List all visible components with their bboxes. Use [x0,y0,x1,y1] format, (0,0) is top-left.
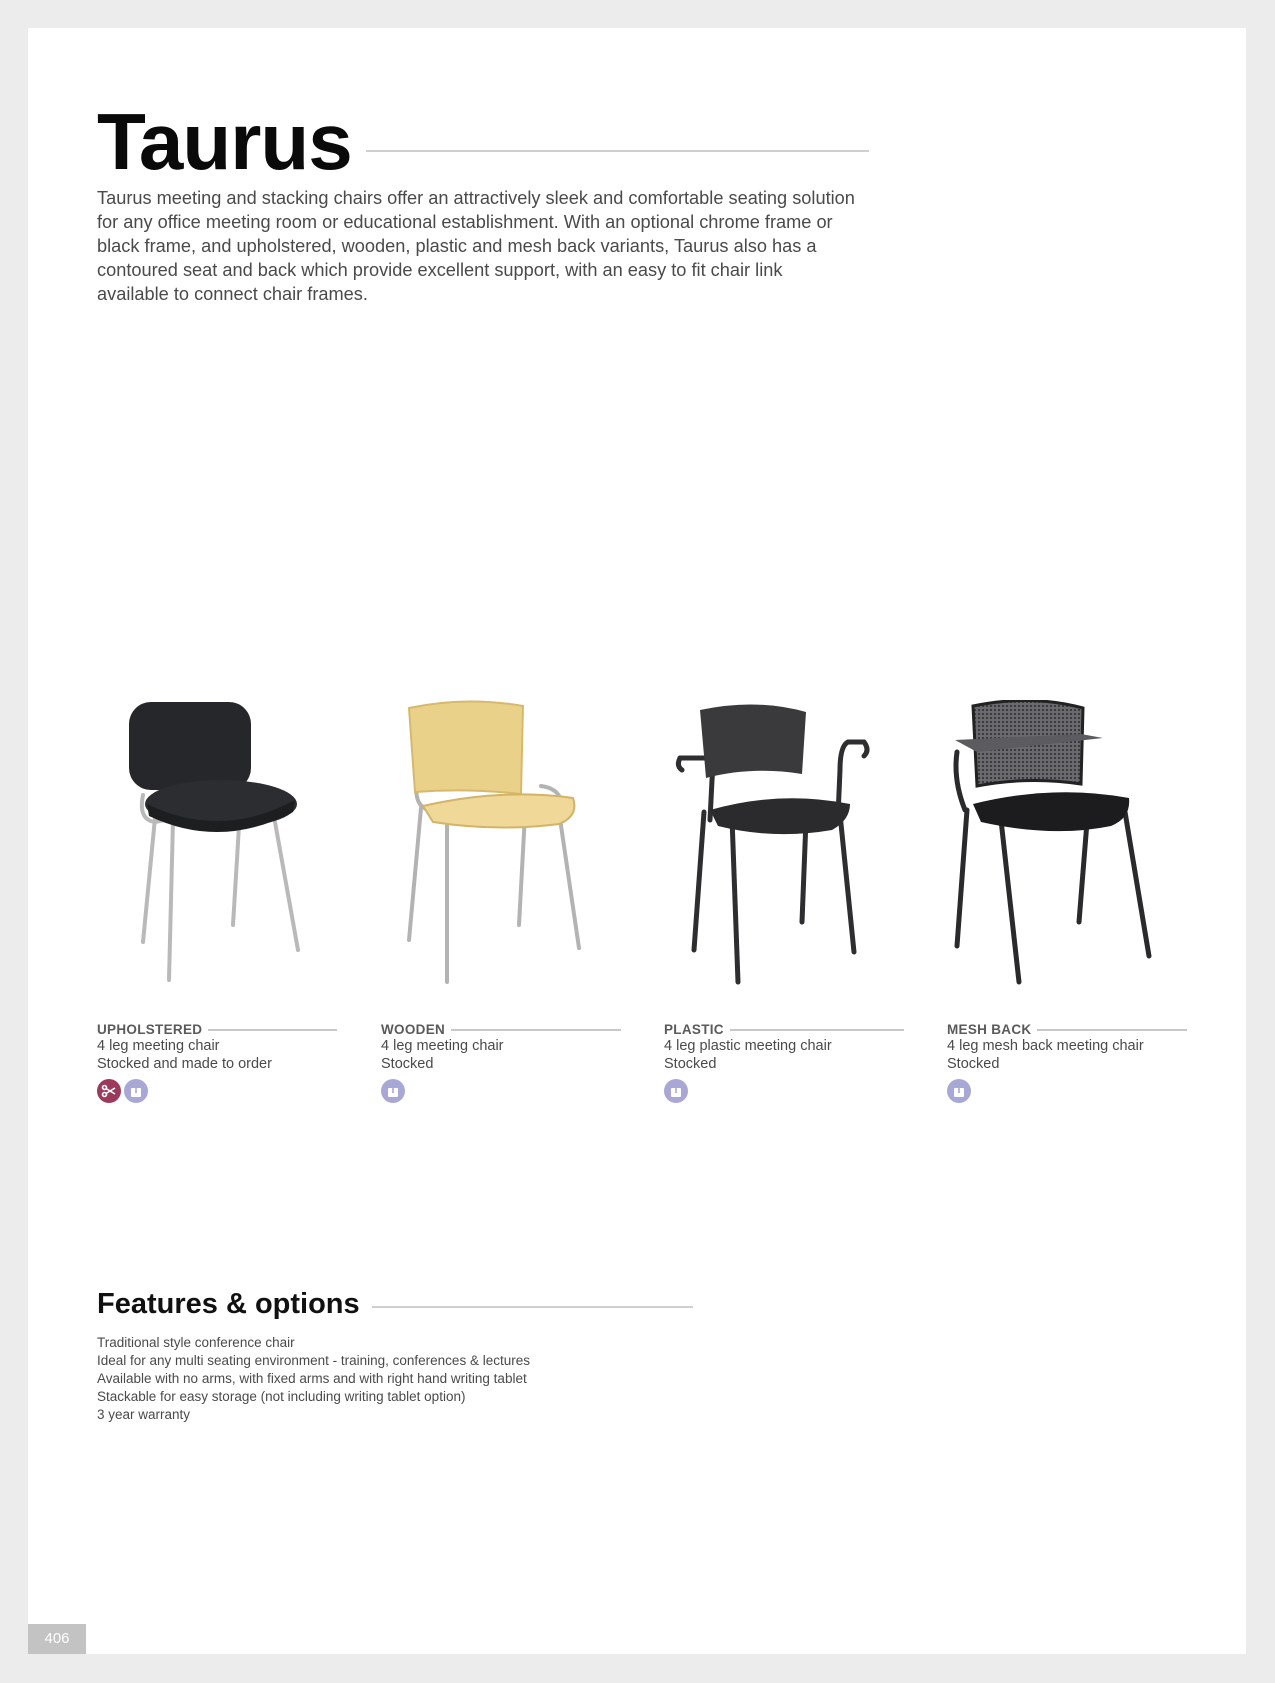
stocked-icon [664,1079,688,1103]
page-title: Taurus [97,97,352,186]
product-description: 4 leg meeting chair [381,1038,504,1054]
page-number: 406 [28,1624,86,1654]
feature-item: Traditional style conference chair [97,1335,295,1350]
product-divider [208,1029,337,1031]
product-heading [664,1022,904,1037]
product-stock-status: Stocked [664,1056,717,1072]
product-divider [451,1029,621,1031]
product-heading [947,1022,1187,1037]
product-badges [947,1079,1187,1103]
features-title: Features & options [97,1288,360,1320]
feature-item: Stackable for easy storage (not including writing tablet option) [97,1389,466,1404]
product-description: 4 leg mesh back meeting chair [947,1038,1144,1054]
plastic-chair-image [670,700,890,1000]
features-heading-row [97,1288,693,1321]
upholstered-chair-image [103,700,323,1000]
product-heading [97,1022,337,1037]
product-stock-status: Stocked [947,1056,1000,1072]
product-badges [97,1079,337,1103]
feature-item: Available with no arms, with fixed arms and with right hand writing tablet [97,1371,527,1386]
product-name: PLASTIC [664,1022,724,1037]
product-stock-status: Stocked and made to order [97,1056,272,1072]
product-divider [730,1029,904,1031]
product-plastic [664,700,904,1103]
product-description: 4 leg meeting chair [97,1038,220,1054]
product-description: 4 leg plastic meeting chair [664,1038,832,1054]
wooden-chair-image [387,700,607,1000]
intro-paragraph: Taurus meeting and stacking chairs offer an attractively sleek and comfortable seating solution for any office meeting room or educational establishment. With an optional chrome frame or black frame, and upholstered, wooden, plastic and mesh back variants, Taurus also has a contoured seat and back which provide excellent support, with an easy to fit chair link available to connect chair frames. [97,188,855,304]
features-list [97,1334,530,1424]
product-name: WOODEN [381,1022,446,1037]
product-badges [664,1079,904,1103]
features-divider [372,1306,693,1308]
stocked-icon [947,1079,971,1103]
product-divider [1037,1029,1187,1031]
title-row [97,92,869,192]
product-wooden [381,700,621,1103]
product-name: UPHOLSTERED [97,1022,203,1037]
feature-item: 3 year warranty [97,1407,191,1422]
product-badges [381,1079,621,1103]
title-divider [366,150,869,152]
stocked-icon [381,1079,405,1103]
mesh-back-chair-image [953,700,1173,1000]
feature-item: Ideal for any multi seating environment - training, conferences & lectures [97,1353,530,1368]
product-heading [381,1022,621,1037]
product-stock-status: Stocked [381,1056,434,1072]
product-upholstered [97,700,337,1103]
stocked-icon [124,1079,148,1103]
product-name: MESH BACK [947,1022,1032,1037]
made-to-order-icon [97,1079,121,1103]
product-mesh-back [947,700,1187,1103]
